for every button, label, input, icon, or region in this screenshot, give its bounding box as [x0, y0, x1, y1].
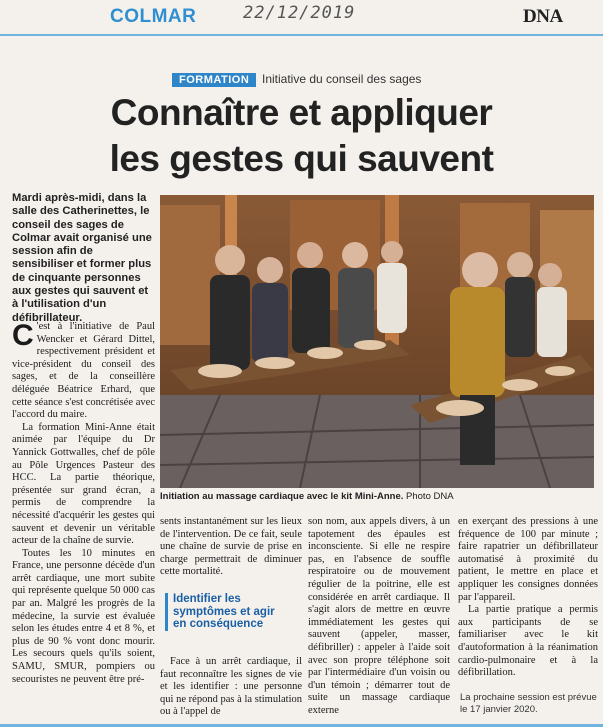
paragraph: Toutes les 10 minutes en France, une personne décède d'un arrêt cardiaque, une mort subite qui représente quelque 50 000 cas par an. Malgré les progrès de la médecine, la survie est évaluée selon les études entre 4 et 8 %, et plus de 90 % vont donc mourir. Les secours quels qu'ils soient, SAMU, SMUR, pompiers ou secouristes ne peuvent être pré-	[12, 547, 155, 685]
paragraph: son nom, aux appels divers, à un tapotement des épaules est inconsciente. Si elle ne respire pas, en l'absence de souffle respiratoire ou de mouvement régulier de la poitrine, elle est considérée en arrêt cardiaque. Il s'agit alors de mettre en œuvre immédiatement les gestes qui sauvent (appeler, masser, défibriller) : appeler à l'aide soit avec son propre téléphone soit par l'intermédiaire d'un voisin ou d'un témoin ; démarrer tout de suite un massage cardiaque externe	[308, 516, 450, 716]
paragraph: 'est à l'initiative de Paul Wencker et Gérard Dittel, respectivement président et vice-président du conseil des sages, et de la conseillère déléguée Béatrice Erhard, que cette séance s'est concrétisée avec l'accord du maire.	[12, 321, 155, 421]
article-column-2-continued	[160, 656, 302, 719]
paragraph: La partie pratique a permis aux participants de se familiariser avec le kit d'autoformation à la réanimation cardio-pulmonaire et à la défibrillation.	[458, 604, 598, 679]
article-column-2	[160, 516, 302, 579]
article-column-4	[458, 516, 598, 680]
intertitle: Identifier les symptômes et agir en conséquence	[165, 593, 283, 631]
handwritten-date: 22/12/2019	[243, 3, 356, 23]
rubric-tag: FORMATION	[172, 73, 256, 87]
photo-credit: Photo DNA	[406, 491, 454, 502]
section-name: COLMAR	[110, 6, 197, 27]
article-column-3	[308, 516, 450, 718]
article-column-1	[12, 321, 155, 686]
article-lead: Mardi après-midi, dans la salle des Catherinettes, le conseil des sages de Colmar avait organisé une session afin de sensibiliser et former plus de cinquante personnes aux gestes qui sauvent et à l'utilisation d'un défibrillateur.	[12, 192, 152, 324]
paragraph: La formation Mini-Anne était animée par l'équipe du Dr Yannick Gottwalles, chef de pôle au Pôle Urgences Pasteur des HCC. La partie théorique, présentée sur grand écran, a permis de comprendre la nécessité d'acquérir les gestes qui sauvent et devenir un véritable acteur de la chaîne de survie.	[12, 421, 155, 547]
kicker-text: Initiative du conseil des sages	[262, 72, 422, 86]
publication-logo: DNA	[523, 6, 563, 27]
photo-caption	[160, 491, 594, 502]
headline-line-2: les gestes qui sauvent	[109, 138, 494, 179]
headline-line-1: Connaître et appliquer	[110, 92, 493, 133]
header-rule	[0, 34, 603, 36]
next-session-note: La prochaine session est prévue le 17 janvier 2020.	[460, 692, 597, 715]
drop-cap: C	[12, 319, 34, 352]
paragraph: Face à un arrêt cardiaque, il faut reconnaître les signes de vie et les identifier : une personne qui ne répond pas à la stimulation ou à l'appel de	[160, 656, 302, 718]
article-photo	[160, 195, 594, 488]
paragraph: en exerçant des pressions à une fréquence de 100 par minute ; faire rapatrier un défibrillateur automatisé à proximité du patient, le mettre en place et appliquer les consignes données par l'appareil.	[458, 516, 598, 603]
training-scene-illustration	[160, 195, 594, 488]
caption-text: Initiation au massage cardiaque avec le kit Mini-Anne.	[160, 491, 404, 502]
paragraph: sents instantanément sur les lieux de l'intervention. De ce fait, seule une chaîne de survie de prise en charge permettrait de diminuer cette mortalité.	[160, 516, 302, 578]
